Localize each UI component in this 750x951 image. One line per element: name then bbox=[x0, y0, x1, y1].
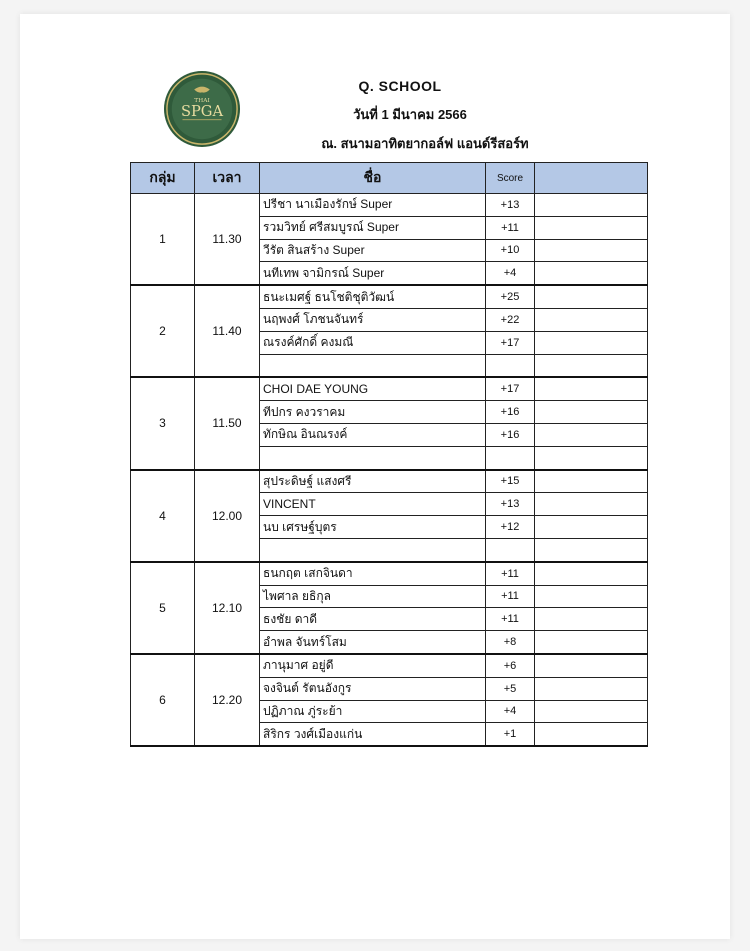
player-name: ธนะเมศฐ์ ธนโชติชุติวัฒน์ bbox=[260, 285, 486, 308]
document-header bbox=[270, 78, 550, 154]
blank-cell bbox=[535, 308, 648, 331]
blank-cell bbox=[535, 493, 648, 516]
player-score: +12 bbox=[486, 516, 535, 539]
player-score: +13 bbox=[486, 194, 535, 217]
tee-time: 11.50 bbox=[195, 377, 260, 469]
tee-time: 12.10 bbox=[195, 562, 260, 654]
player-score: +13 bbox=[486, 493, 535, 516]
player-name: ภานุมาศ อยู่ดี bbox=[260, 654, 486, 677]
event-venue: ณ. สนามอาทิตยากอล์ฟ แอนด์รีสอร์ท bbox=[321, 136, 529, 151]
table-row bbox=[131, 285, 648, 308]
group-number: 5 bbox=[131, 562, 195, 654]
player-name: สิริกร วงศ์เมืองแก่น bbox=[260, 723, 486, 746]
header-name: ชื่อ bbox=[260, 163, 486, 194]
player-score bbox=[486, 446, 535, 469]
blank-cell bbox=[535, 654, 648, 677]
table-row bbox=[131, 654, 648, 677]
player-score: +11 bbox=[486, 216, 535, 239]
player-score: +4 bbox=[486, 700, 535, 723]
player-score: +17 bbox=[486, 331, 535, 354]
player-score: +1 bbox=[486, 723, 535, 746]
player-name: วีรัต สินสร้าง Super bbox=[260, 239, 486, 262]
blank-cell bbox=[535, 631, 648, 654]
blank-cell bbox=[535, 538, 648, 561]
player-name: ธนกฤต เสกจินดา bbox=[260, 562, 486, 585]
blank-cell bbox=[535, 377, 648, 400]
blank-cell bbox=[535, 585, 648, 608]
player-score: +4 bbox=[486, 262, 535, 285]
blank-cell bbox=[535, 194, 648, 217]
player-score: +11 bbox=[486, 562, 535, 585]
table-row bbox=[131, 377, 648, 400]
blank-cell bbox=[535, 677, 648, 700]
player-name: ณรงค์ศักดิ์ คงมณี bbox=[260, 331, 486, 354]
header-blank bbox=[535, 163, 648, 194]
player-score: +25 bbox=[486, 285, 535, 308]
tee-time: 12.20 bbox=[195, 654, 260, 746]
player-score bbox=[486, 354, 535, 377]
tee-time: 11.40 bbox=[195, 285, 260, 377]
player-name: ทักษิณ อินณรงค์ bbox=[260, 423, 486, 446]
tee-time: 11.30 bbox=[195, 194, 260, 286]
table-row bbox=[131, 194, 648, 217]
document-title: Q. SCHOOL bbox=[358, 78, 442, 94]
player-score: +10 bbox=[486, 239, 535, 262]
player-score: +11 bbox=[486, 585, 535, 608]
header-time: เวลา bbox=[195, 163, 260, 194]
header-score: Score bbox=[486, 163, 535, 194]
player-name: VINCENT bbox=[260, 493, 486, 516]
player-name: นฤพงศ์ โภชนจันทร์ bbox=[260, 308, 486, 331]
group-number: 1 bbox=[131, 194, 195, 286]
svg-text:THAI: THAI bbox=[194, 98, 210, 105]
blank-cell bbox=[535, 239, 648, 262]
player-score: +15 bbox=[486, 470, 535, 493]
player-name: สุประดิษฐ์ แสงศรี bbox=[260, 470, 486, 493]
group-number: 4 bbox=[131, 470, 195, 562]
player-name bbox=[260, 354, 486, 377]
table-row bbox=[131, 470, 648, 493]
blank-cell bbox=[535, 700, 648, 723]
group-number: 6 bbox=[131, 654, 195, 746]
spga-logo bbox=[163, 70, 241, 148]
group-number: 2 bbox=[131, 285, 195, 377]
player-name bbox=[260, 446, 486, 469]
player-name: ปฏิภาณ ภู่ระย้า bbox=[260, 700, 486, 723]
player-score: +11 bbox=[486, 608, 535, 631]
player-name: รวมวิทย์ ศรีสมบูรณ์ Super bbox=[260, 216, 486, 239]
blank-cell bbox=[535, 285, 648, 308]
blank-cell bbox=[535, 516, 648, 539]
blank-cell bbox=[535, 470, 648, 493]
group-number: 3 bbox=[131, 377, 195, 469]
player-score: +6 bbox=[486, 654, 535, 677]
player-score: +17 bbox=[486, 377, 535, 400]
player-score: +8 bbox=[486, 631, 535, 654]
player-name bbox=[260, 538, 486, 561]
player-name: จงจินต์ รัตนอังกูร bbox=[260, 677, 486, 700]
results-table bbox=[130, 162, 648, 747]
blank-cell bbox=[535, 216, 648, 239]
header-group: กลุ่ม bbox=[131, 163, 195, 194]
blank-cell bbox=[535, 723, 648, 746]
table-row bbox=[131, 562, 648, 585]
blank-cell bbox=[535, 562, 648, 585]
blank-cell bbox=[535, 423, 648, 446]
blank-cell bbox=[535, 354, 648, 377]
blank-cell bbox=[535, 446, 648, 469]
svg-text:SPGA: SPGA bbox=[180, 102, 224, 120]
player-name: ทีปกร คงวราคม bbox=[260, 401, 486, 424]
player-name: CHOI DAE YOUNG bbox=[260, 377, 486, 400]
player-score: +22 bbox=[486, 308, 535, 331]
results-body bbox=[131, 194, 648, 747]
player-name: ปรีชา นาเมืองรักษ์ Super bbox=[260, 194, 486, 217]
tee-time: 12.00 bbox=[195, 470, 260, 562]
blank-cell bbox=[535, 331, 648, 354]
blank-cell bbox=[535, 262, 648, 285]
table-header-row bbox=[131, 163, 648, 194]
player-name: อำพล จันทร์โสม bbox=[260, 631, 486, 654]
player-name: นทีเทพ จามิกรณ์ Super bbox=[260, 262, 486, 285]
player-name: นบ เศรษฐ์บุตร bbox=[260, 516, 486, 539]
player-score: +16 bbox=[486, 401, 535, 424]
blank-cell bbox=[535, 608, 648, 631]
player-score: +5 bbox=[486, 677, 535, 700]
event-date: วันที่ 1 มีนาคม 2566 bbox=[353, 107, 467, 122]
player-score bbox=[486, 538, 535, 561]
player-name: ไพศาล ยธิกุล bbox=[260, 585, 486, 608]
player-name: ธงชัย ดาดี bbox=[260, 608, 486, 631]
blank-cell bbox=[535, 401, 648, 424]
player-score: +16 bbox=[486, 423, 535, 446]
